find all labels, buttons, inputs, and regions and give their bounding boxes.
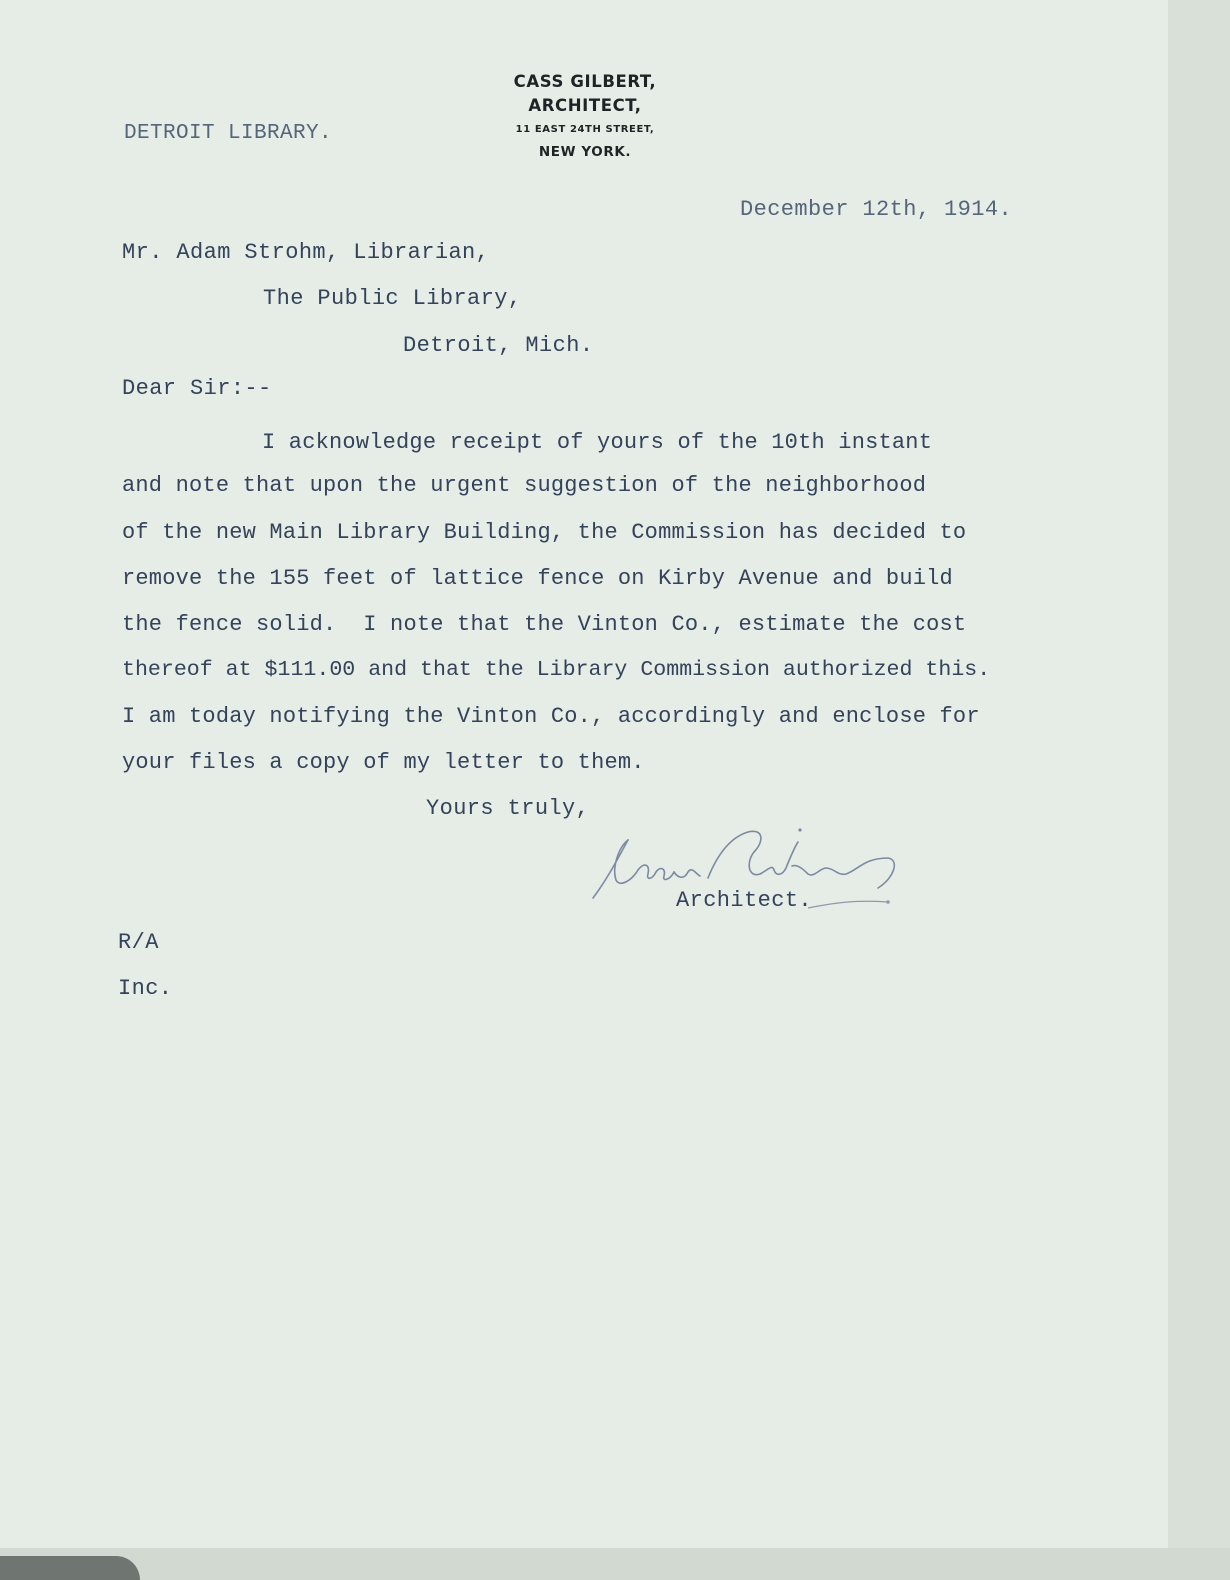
letter-date: December 12th, 1914. (740, 197, 1013, 222)
letterhead-city: NEW YORK. (538, 144, 632, 160)
body-line: I am today notifying the Vinton Co., accordingly and enclose for (122, 704, 980, 729)
body-line: thereof at $111.00 and that the Library Commission authorized this. (122, 658, 991, 682)
body-line: the fence solid. I note that the Vinton Co., estimate the cost (122, 612, 967, 637)
recipient-line-3: Detroit, Mich. (403, 333, 594, 358)
closing: Yours truly, (426, 796, 590, 821)
page-edge-bottom (0, 1548, 1230, 1580)
scan-corner-shadow (0, 1556, 140, 1580)
recipient-line-2: The Public Library, (263, 286, 522, 311)
letterhead (470, 70, 700, 162)
enclosure-note: Inc. (118, 976, 173, 1001)
file-label: DETROIT LIBRARY. (124, 122, 333, 145)
signature-title: Architect. (676, 888, 813, 913)
initials: R/A (118, 930, 159, 955)
salutation: Dear Sir:-- (122, 376, 272, 401)
body-line: of the new Main Library Building, the Commission has decided to (122, 520, 967, 545)
body-line: remove the 155 feet of lattice fence on Kirby Avenue and build (122, 566, 953, 591)
body-line: and note that upon the urgent suggestion of the neighborhood (122, 473, 927, 498)
letterhead-name: CASS GILBERT, (513, 72, 657, 91)
body-line: I acknowledge receipt of yours of the 10th instant (262, 430, 933, 455)
letterhead-title: ARCHITECT, (528, 96, 642, 115)
recipient-line-1: Mr. Adam Strohm, Librarian, (122, 240, 490, 265)
body-line: your files a copy of my letter to them. (122, 750, 645, 775)
page-edge-right (1168, 0, 1230, 1580)
letterhead-address: 11 EAST 24TH STREET, (515, 124, 655, 135)
